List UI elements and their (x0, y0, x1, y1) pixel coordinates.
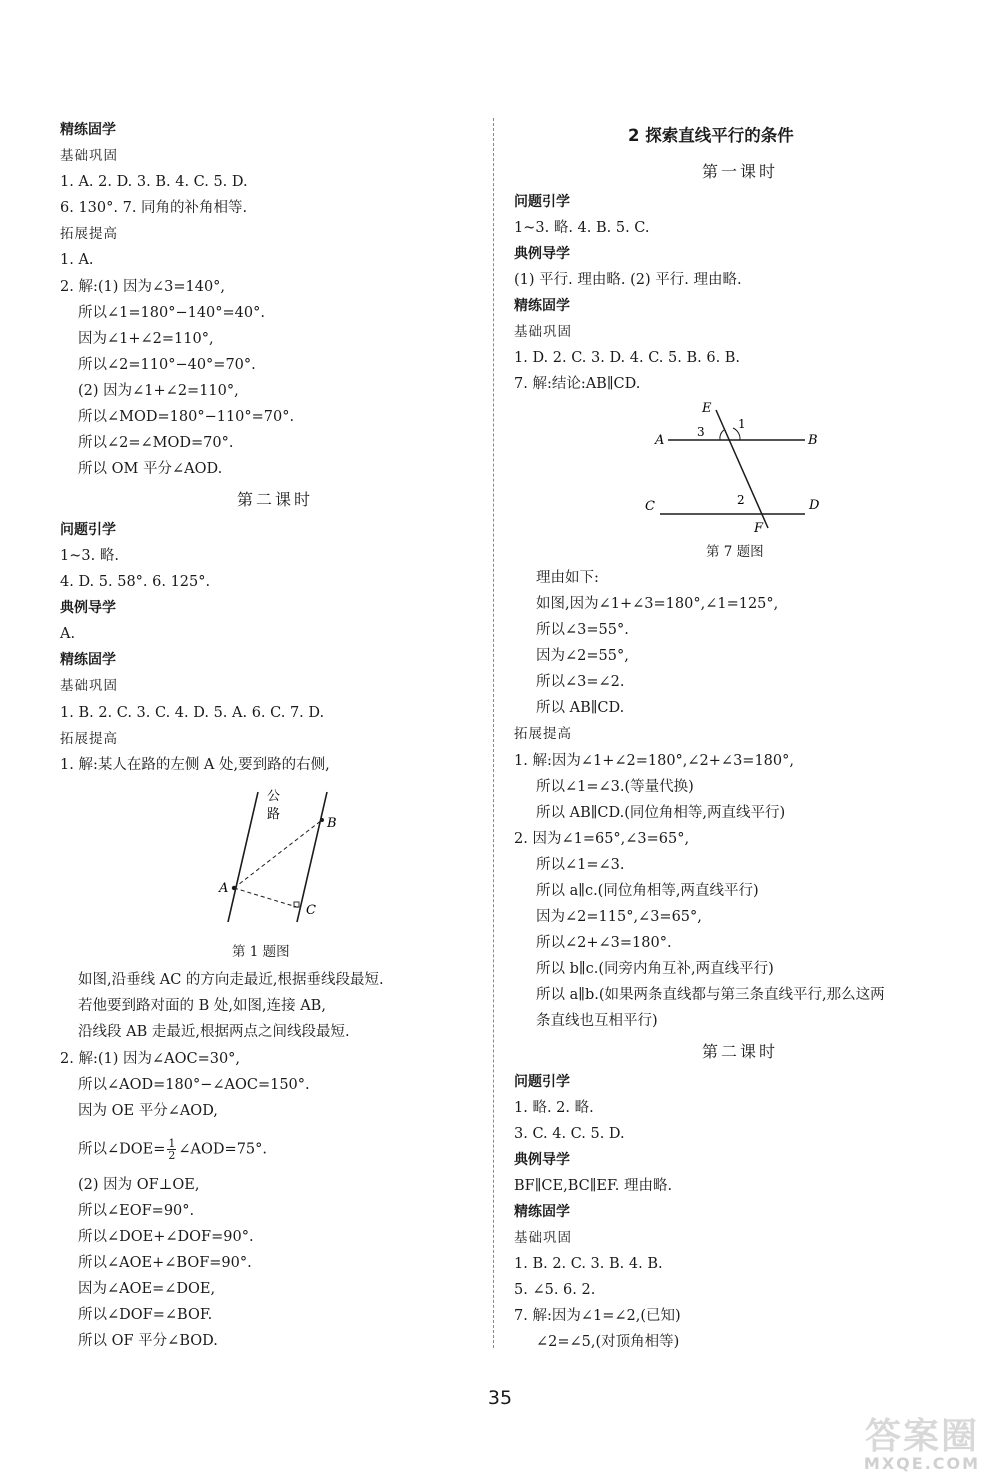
solution-line: 2. 解:(1) 因为∠3=140°, (60, 279, 226, 295)
point-b (320, 818, 324, 822)
figure-1-caption: 第 1 题图 (232, 944, 290, 960)
solution-line: 沿线段 AB 走最近,根据两点之间线段最短. (78, 1024, 350, 1040)
solution-line: 所以∠3=∠2. (536, 674, 625, 690)
solution-line: (2) 因为 OF⊥OE, (78, 1177, 200, 1193)
solution-line: 因为∠2=115°,∠3=65°, (536, 909, 702, 925)
solution-line: 2. 因为∠1=65°,∠3=65°, (514, 831, 690, 847)
solution-line: (2) 因为∠1+∠2=110°, (78, 383, 239, 399)
answer-line: BF∥CE,BC∥EF. 理由略. (514, 1178, 673, 1194)
subheading-jichu: 基础巩固 (514, 324, 572, 340)
solution-line: 因为 OE 平分∠AOD, (78, 1103, 218, 1119)
solution-line: 理由如下: (536, 570, 599, 586)
solution-line: 所以∠1=∠3. (536, 857, 625, 873)
perpendicular-ac (234, 888, 300, 908)
answer-line: A. (60, 626, 76, 642)
fraction-numerator: 1 (168, 1137, 176, 1150)
solution-line: 所以 a∥b.(如果两条直线都与第三条直线平行,那么这两 (536, 987, 885, 1003)
heading-wenti: 问题引学 (60, 522, 116, 538)
answer-line: 1. A. (60, 252, 94, 268)
solution-line: 因为∠1+∠2=110°, (78, 331, 214, 347)
solution-line: 因为∠2=55°, (536, 648, 629, 664)
road-label-2: 路 (267, 807, 281, 822)
solution-line: 所以∠DOF=∠BOF. (78, 1307, 213, 1323)
answer-line: (1) 平行. 理由略. (2) 平行. 理由略. (514, 272, 742, 288)
page-number: 35 (487, 1387, 513, 1409)
heading-wenti: 问题引学 (514, 1074, 570, 1090)
watermark-text: 答案圈 (864, 1416, 979, 1457)
answer-line: 1~3. 略. (60, 548, 119, 564)
solution-line: 所以 a∥c.(同位角相等,两直线平行) (536, 883, 759, 899)
solution-line: 7. 解:因为∠1=∠2,(已知) (514, 1308, 681, 1324)
solution-line: 所以∠2=∠MOD=70°. (78, 435, 234, 451)
label-angle-3: 3 (697, 425, 705, 439)
solution-line: 7. 解:结论:AB∥CD. (514, 376, 641, 392)
answer-line: 1. A. 2. D. 3. B. 4. C. 5. D. (60, 174, 248, 190)
label-e: E (702, 401, 712, 416)
solution-line: 因为∠AOE=∠DOE, (78, 1281, 216, 1297)
fraction-one-half (167, 1138, 176, 1161)
watermark-logo (852, 1408, 992, 1476)
point-a (232, 886, 236, 890)
heading-jinglian: 精练固学 (514, 298, 570, 314)
road-label-1: 公 (267, 789, 281, 804)
solution-line: 1. 解:某人在路的左侧 A 处,要到路的右侧, (60, 757, 330, 773)
answer-line: 1. D. 2. C. 3. D. 4. C. 5. B. 6. B. (514, 350, 741, 366)
solution-line: 所以∠EOF=90°. (78, 1203, 195, 1219)
solution-line: 所以 AB∥CD.(同位角相等,两直线平行) (536, 805, 786, 821)
solution-line: 所以∠AOD=180°−∠AOC=150°. (78, 1077, 310, 1093)
solution-line: 1. 解:因为∠1+∠2=180°,∠2+∠3=180°, (514, 753, 794, 769)
solution-line: 所以∠DOE+∠DOF=90°. (78, 1229, 254, 1245)
label-b: B (327, 816, 337, 831)
fraction-line (78, 1138, 267, 1161)
solution-line: 所以∠1=180°−140°=40°. (78, 305, 265, 321)
answer-line: 4. D. 5. 58°. 6. 125°. (60, 574, 211, 590)
subheading-jichu: 基础巩固 (514, 1230, 572, 1246)
figure-7-parallel-lines (640, 398, 840, 536)
label-a: A (655, 433, 665, 448)
answer-line: 1. B. 2. C. 3. C. 4. D. 5. A. 6. C. 7. D. (60, 705, 325, 721)
heading-jinglian: 精练固学 (60, 122, 116, 138)
fraction-denominator: 2 (168, 1149, 176, 1162)
answer-line: 1~3. 略. 4. B. 5. C. (514, 220, 650, 236)
answer-line: 1. B. 2. C. 3. B. 4. B. (514, 1256, 663, 1272)
solution-line: ∠2=∠5,(对顶角相等) (536, 1334, 680, 1350)
lesson-title: 第二课时 (236, 490, 313, 509)
fraction-suffix: ∠AOD=75°. (178, 1141, 267, 1158)
solution-line: 所以∠2+∠3=180°. (536, 935, 672, 951)
solution-line: 所以∠3=55°. (536, 622, 629, 638)
solution-line: 2. 解:(1) 因为∠AOC=30°, (60, 1051, 241, 1067)
figure-1-road-diagram (200, 782, 360, 940)
answer-line: 6. 130°. 7. 同角的补角相等. (60, 200, 248, 216)
solution-line: 所以∠AOE+∠BOF=90°. (78, 1255, 252, 1271)
subheading-jichu: 基础巩固 (60, 678, 118, 694)
solution-line: 所以∠MOD=180°−110°=70°. (78, 409, 295, 425)
heading-dianli: 典例导学 (514, 1152, 570, 1168)
heading-dianli: 典例导学 (514, 246, 570, 262)
angle-3-arc (720, 430, 724, 440)
answer-line: 1. 略. 2. 略. (514, 1100, 594, 1116)
label-c: C (306, 903, 316, 918)
subheading-tuozhan: 拓展提高 (514, 726, 572, 742)
label-d: D (809, 498, 820, 513)
solution-line: 所以∠1=∠3.(等量代换) (536, 779, 694, 795)
fraction-prefix: 所以∠DOE= (78, 1141, 166, 1158)
subheading-jichu: 基础巩固 (60, 148, 118, 164)
solution-line: 如图,沿垂线 AC 的方向走最近,根据垂线段最短. (78, 972, 384, 988)
answer-line: 5. ∠5. 6. 2. (514, 1282, 596, 1298)
solution-line: 若他要到路对面的 B 处,如图,连接 AB, (78, 998, 326, 1014)
label-angle-1: 1 (738, 417, 746, 431)
label-angle-2: 2 (737, 493, 745, 507)
lesson-title: 第二课时 (701, 1042, 778, 1061)
subheading-tuozhan: 拓展提高 (60, 731, 118, 747)
solution-line: 条直线也互相平行) (536, 1013, 658, 1029)
solution-line: 所以 AB∥CD. (536, 700, 625, 716)
label-a: A (219, 881, 229, 896)
column-divider (493, 118, 494, 1348)
solution-line: 如图,因为∠1+∠3=180°,∠1=125°, (536, 596, 779, 612)
solution-line: 所以 b∥c.(同旁内角互补,两直线平行) (536, 961, 774, 977)
subheading-tuozhan: 拓展提高 (60, 226, 118, 242)
lesson-title: 第一课时 (701, 162, 778, 181)
figure-7-caption: 第 7 题图 (706, 544, 764, 560)
label-b: B (808, 433, 818, 448)
solution-line: 所以∠2=110°−40°=70°. (78, 357, 256, 373)
solution-line: 所以 OF 平分∠BOD. (78, 1333, 218, 1349)
solution-line: 所以 OM 平分∠AOD. (78, 461, 223, 477)
answer-line: 3. C. 4. C. 5. D. (514, 1126, 625, 1142)
road-left-line (228, 792, 258, 922)
label-c: C (645, 499, 655, 514)
heading-jinglian: 精练固学 (514, 1204, 570, 1220)
segment-ab (234, 820, 322, 888)
heading-wenti: 问题引学 (514, 194, 570, 210)
label-f: F (754, 521, 764, 536)
heading-jinglian: 精练固学 (60, 652, 116, 668)
watermark-domain: MXQE.COM (863, 1454, 981, 1473)
section-title: 2 探索直线平行的条件 (628, 126, 794, 145)
heading-dianli: 典例导学 (60, 600, 116, 616)
